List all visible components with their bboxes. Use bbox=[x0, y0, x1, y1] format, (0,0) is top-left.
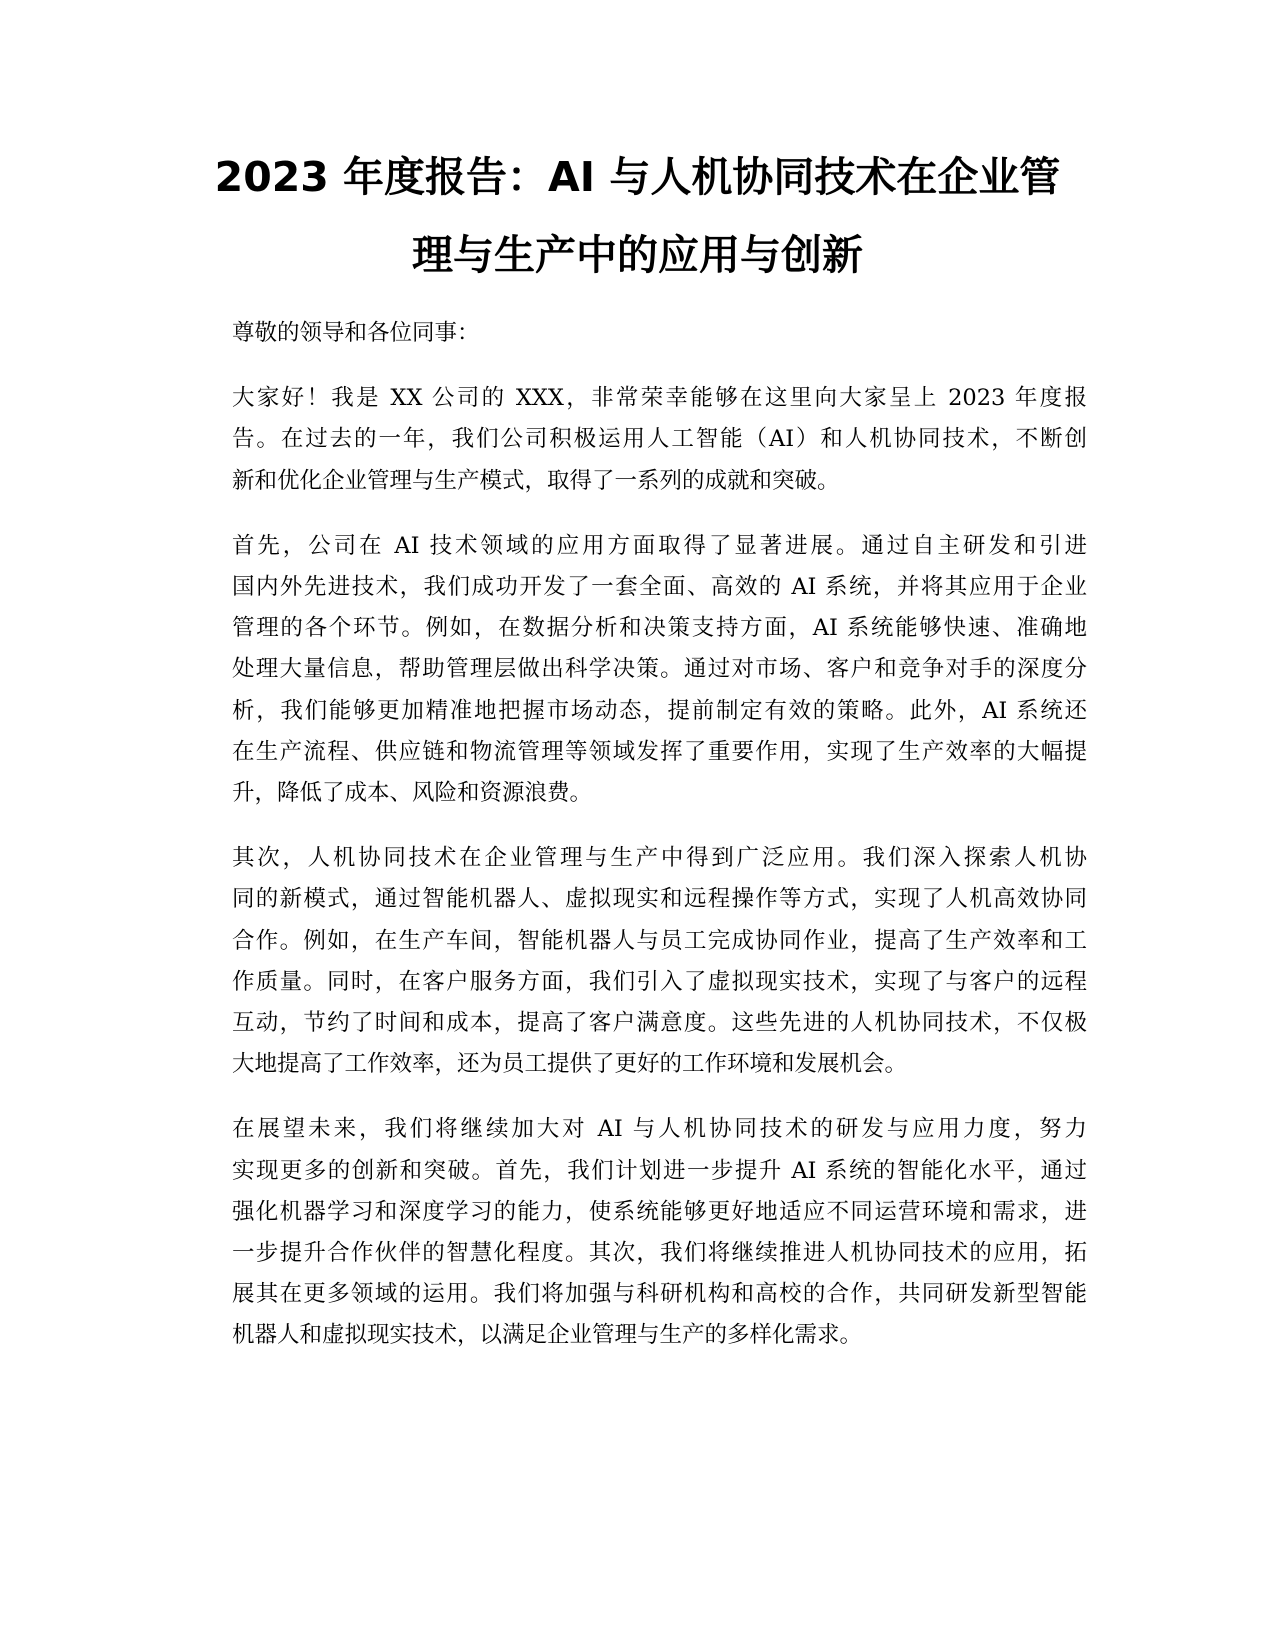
title-line: 理与生产中的应用与创新 bbox=[412, 231, 863, 279]
text-line: 管理的各个环节。例如，在数据分析和决策支持方面，AI 系统能够快速、准确地 bbox=[232, 615, 1087, 642]
document-body bbox=[187, 313, 1087, 1381]
text-line: 新和优化企业管理与生产模式，取得了一系列的成就和突破。 bbox=[232, 467, 840, 494]
text-line: 大家好！我是 XX 公司的 XXX，非常荣幸能够在这里向大家呈上 2023 年度报 bbox=[232, 385, 1087, 412]
text-line: 一步提升合作伙伴的智慧化程度。其次，我们将继续推进人机协同技术的应用，拓 bbox=[232, 1240, 1087, 1267]
text-line: 尊敬的领导和各位同事： bbox=[232, 320, 480, 346]
text-line: 国内外先进技术，我们成功开发了一套全面、高效的 AI 系统，并将其应用于企业 bbox=[232, 574, 1087, 601]
document-title bbox=[150, 138, 1125, 294]
text-line: 升，降低了成本、风险和资源浪费。 bbox=[232, 780, 593, 807]
title-line: 2023 年度报告：AI 与人机协同技术在企业管 bbox=[214, 153, 1061, 201]
text-line: 强化机器学习和深度学习的能力，使系统能够更好地适应不同运营环境和需求，进 bbox=[232, 1198, 1087, 1225]
text-line: 首先，公司在 AI 技术领域的应用方面取得了显著进展。通过自主研发和引进 bbox=[232, 532, 1087, 559]
text-line: 作质量。同时，在客户服务方面，我们引入了虚拟现实技术，实现了与客户的远程 bbox=[232, 968, 1087, 995]
text-line: 告。在过去的一年，我们公司积极运用人工智能（AI）和人机协同技术，不断创 bbox=[232, 426, 1087, 453]
text-line: 在生产流程、供应链和物流管理等领域发挥了重要作用，实现了生产效率的大幅提 bbox=[232, 738, 1087, 765]
text-line: 展其在更多领域的运用。我们将加强与科研机构和高校的合作，共同研发新型智能 bbox=[232, 1281, 1087, 1308]
ai-progress-paragraph bbox=[187, 526, 1087, 814]
text-line: 处理大量信息，帮助管理层做出科学决策。通过对市场、客户和竞争对手的深度分 bbox=[232, 656, 1087, 683]
text-line: 合作。例如，在生产车间，智能机器人与员工完成协同作业，提高了生产效率和工 bbox=[232, 927, 1087, 954]
text-line: 机器人和虚拟现实技术，以满足企业管理与生产的多样化需求。 bbox=[232, 1322, 863, 1349]
text-line: 大地提高了工作效率，还为员工提供了更好的工作环境和发展机会。 bbox=[232, 1051, 908, 1078]
greeting-paragraph bbox=[187, 378, 1087, 502]
collaboration-paragraph bbox=[187, 838, 1087, 1085]
text-line: 在展望未来，我们将继续加大对 AI 与人机协同技术的研发与应用力度，努力 bbox=[232, 1116, 1087, 1143]
text-line: 互动，节约了时间和成本，提高了客户满意度。这些先进的人机协同技术，不仅极 bbox=[232, 1010, 1087, 1037]
text-line: 其次，人机协同技术在企业管理与生产中得到广泛应用。我们深入探索人机协 bbox=[232, 845, 1087, 872]
salutation-paragraph bbox=[187, 313, 1087, 354]
text-line: 析，我们能够更加精准地把握市场动态，提前制定有效的策略。此外，AI 系统还 bbox=[232, 697, 1087, 724]
outlook-paragraph bbox=[187, 1109, 1087, 1356]
text-line: 实现更多的创新和突破。首先，我们计划进一步提升 AI 系统的智能化水平，通过 bbox=[232, 1157, 1087, 1184]
text-line: 同的新模式，通过智能机器人、虚拟现实和远程操作等方式，实现了人机高效协同 bbox=[232, 886, 1087, 913]
